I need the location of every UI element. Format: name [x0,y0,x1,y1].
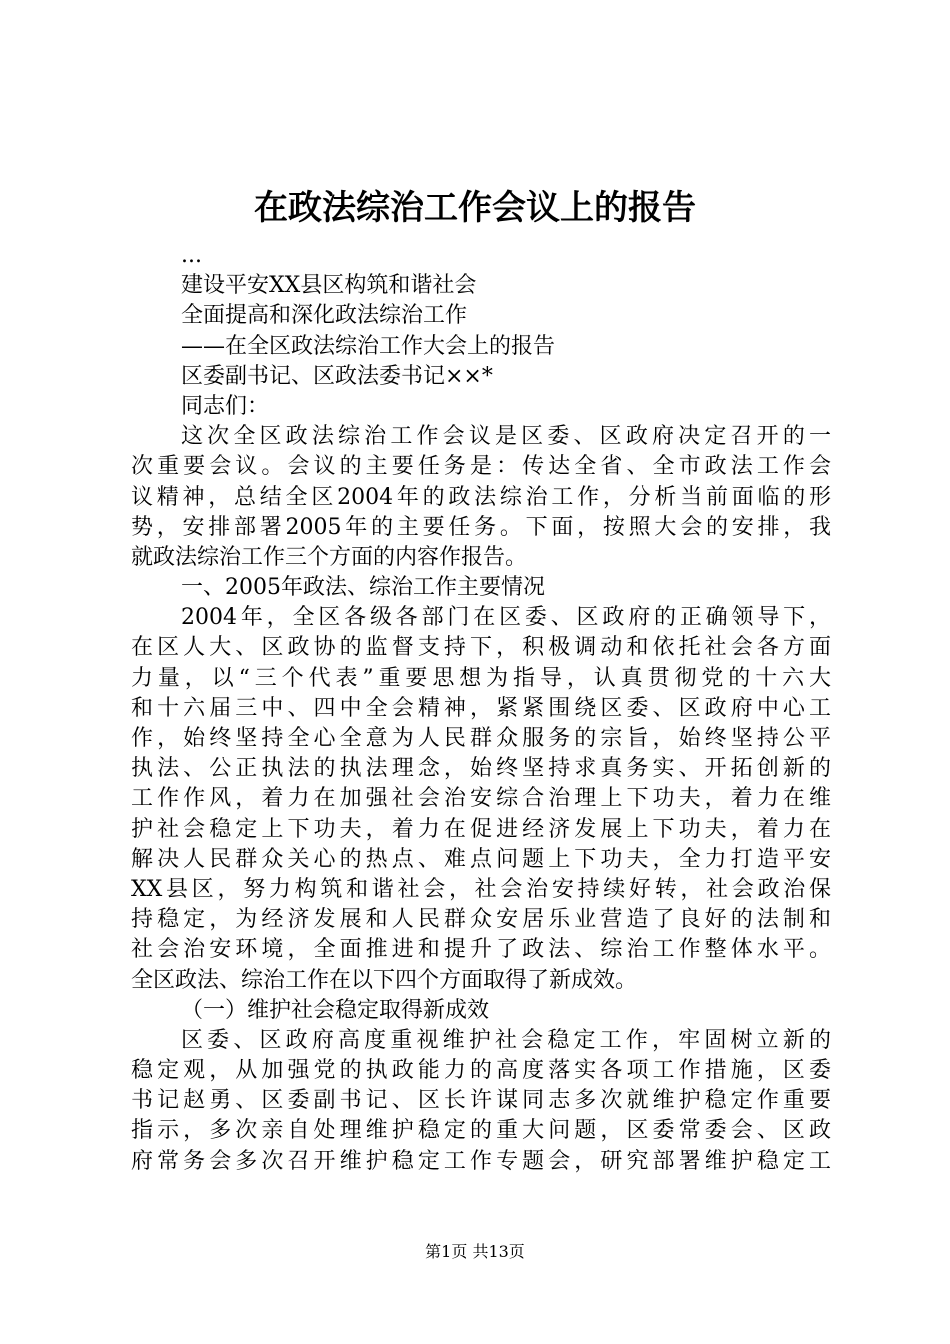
document-title: 在政法综治工作会议上的报告 [254,188,696,228]
text-line: 力量，以“三个代表”重要思想为指导，认真贯彻党的十六大 [131,665,831,691]
text-line: 全面提高和深化政法综治工作 [181,303,468,329]
text-line: 工作作风，着力在加强社会治安综合治理上下功夫，着力在维 [131,786,831,812]
text-line: XX县区，努力构筑和谐社会，社会治安持续好转，社会政治保 [131,876,831,902]
text-line: 这次全区政法综治工作会议是区委、区政府决定召开的一 [181,424,831,450]
text-line: 书记赵勇、区委副书记、区长许谋同志多次就维护稳定作重要 [131,1088,831,1114]
text-line: 执法、公正执法的执法理念，始终坚持求真务实、开拓创新的 [131,756,831,782]
text-line: 护社会稳定上下功夫，着力在促进经济发展上下功夫，着力在 [131,816,831,842]
text-line: 次重要会议。会议的主要任务是：传达全省、全市政法工作会 [131,454,831,480]
text-line: ——在全区政法综治工作大会上的报告 [181,333,556,359]
text-line: 同志们： [181,393,270,419]
text-line: 议精神，总结全区2004年的政法综治工作，分析当前面临的形 [131,484,831,510]
text-line: 就政法综治工作三个方面的内容作报告。 [131,544,528,570]
text-line: 指示，多次亲自处理维护稳定的重大问题，区委常委会、区政 [131,1118,831,1144]
text-line: 府常务会多次召开维护稳定工作专题会，研究部署维护稳定工 [131,1148,831,1174]
text-line: 建设平安XX县区构筑和谐社会 [181,273,477,299]
page-footer: 第1页 共13页 [425,1242,525,1261]
text-line: ... [181,243,202,268]
text-line: 全区政法、综治工作在以下四个方面取得了新成效。 [131,967,638,993]
text-line: 势，安排部署2005年的主要任务。下面，按照大会的安排，我 [131,514,831,540]
text-line: 区委副书记、区政法委书记××* [181,363,493,389]
text-line: 持稳定，为经济发展和人民群众安居乐业营造了良好的法制和 [131,907,831,933]
text-line: 稳定观，从加强党的执政能力的高度落实各项工作措施，区委 [131,1058,831,1084]
text-line: （一）维护社会稳定取得新成效 [181,997,490,1023]
document-body [131,241,831,1177]
text-line: 和十六届三中、四中全会精神，紧紧围绕区委、区政府中心工 [131,695,831,721]
text-line: 一、2005年政法、综治工作主要情况 [181,575,545,601]
text-line: 区委、区政府高度重视维护社会稳定工作，牢固树立新的 [181,1027,831,1053]
text-line: 2004年，全区各级各部门在区委、区政府的正确领导下， [181,605,831,631]
text-line: 作，始终坚持全心全意为人民群众服务的宗旨，始终坚持公平 [131,726,831,751]
text-line: 社会治安环境，全面推进和提升了政法、综治工作整体水平。 [131,937,831,963]
text-line: 在区人大、区政协的监督支持下，积极调动和依托社会各方面 [131,635,831,661]
text-line: 解决人民群众关心的热点、难点问题上下功夫，全力打造平安 [131,846,831,872]
